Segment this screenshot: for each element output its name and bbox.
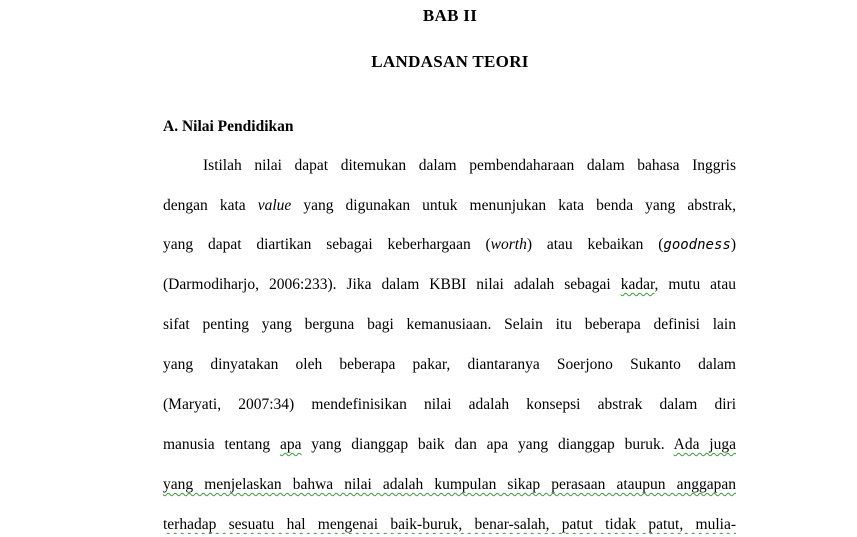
spellcheck-flagged-word: apa <box>279 436 302 453</box>
spellcheck-flagged-phrase: yang menjelaskan bahwa nilai adalah kumpulan sikap perasaan ataupun anggapan <box>163 476 736 493</box>
paragraph-line <box>163 516 736 534</box>
paragraph-line: (Darmodiharjo, 2006:233). Jika dalam KBBI nilai adalah sebagai kadar, mutu atau <box>163 276 736 293</box>
paragraph-line: Istilah nilai dapat ditemukan dalam pembendaharaan dalam bahasa Inggris <box>203 157 736 174</box>
paragraph-line: sifat penting yang berguna bagi kemanusiaan. Selain itu beberapa definisi lain <box>163 316 736 333</box>
spellcheck-flagged-phrase: Ada juga <box>673 436 736 453</box>
spellcheck-flagged-word: kadar <box>620 276 655 293</box>
spellcheck-flagged-phrase: terhadap sesuatu hal mengenai baik-buruk, benar-salah, patut tidak patut, mulia- <box>163 516 736 533</box>
paragraph-line: (Maryati, 2007:34) mendefinisikan nilai adalah konsepsi abstrak dalam diri <box>163 396 736 413</box>
chapter-title: LANDASAN TEORI <box>371 52 529 71</box>
paragraph-line: dengan kata value yang digunakan untuk menunjukan kata benda yang abstrak, <box>163 197 736 214</box>
paragraph-line: yang dinyatakan oleh beberapa pakar, diantaranya Soerjono Sukanto dalam <box>163 356 736 373</box>
italic-term: value <box>257 197 292 214</box>
paragraph-line: yang dapat diartikan sebagai keberhargaan (worth) atau kebaikan (goodness) <box>163 236 736 253</box>
italic-term: goodness <box>663 237 731 253</box>
paragraph-line: manusia tentang apa yang dianggap baik dan apa yang dianggap buruk. Ada juga <box>163 436 736 453</box>
chapter-number: BAB II <box>422 6 478 25</box>
section-heading: A. Nilai Pendidikan <box>163 118 294 135</box>
italic-term: worth <box>490 236 527 253</box>
paragraph-line <box>163 476 736 494</box>
